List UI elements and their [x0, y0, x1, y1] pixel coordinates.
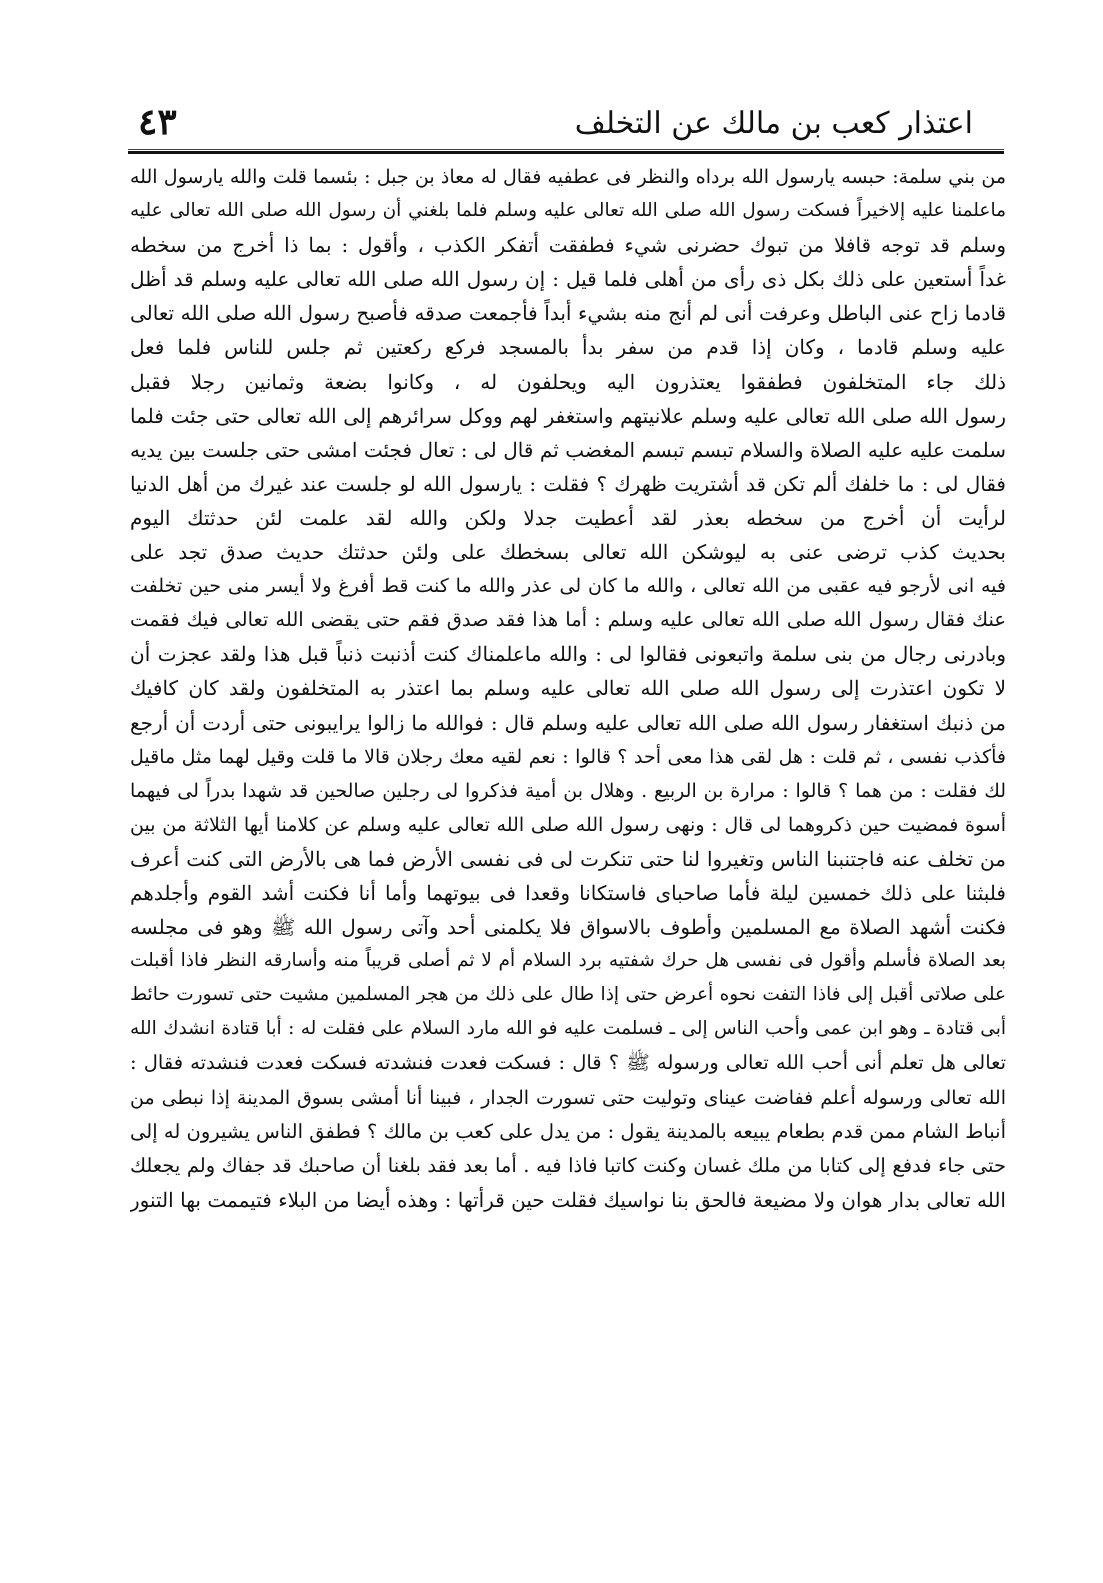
text-line: من بني سلمة: حبسه يارسول الله برداه والنظر فى عطفيه فقال له معاذ بن جبل : بئسما قلت والله يارسول الله: [130, 166, 1006, 188]
text-line: تعالى هل تعلم أنى أحب الله تعالى ورسوله ﷺ ؟ قال : فسكت فعدت فنشدته فسكت فعدت فنشدته فقال :: [130, 1051, 1006, 1075]
text-line: بحديث كذب ترضى عنى به ليوشكن الله تعالى بسخطك على ولئن حدثتك حديث صدق تجد على: [130, 540, 1006, 565]
text-line: أنباط الشام ممن قدم بطعام يبيعه بالمدينة يقول : من يدل على كعب بن مالك ؟ فطفق الناس يشيرون له إلى: [130, 1119, 1006, 1143]
text-line: سلمت عليه عليه الصلاة والسلام تبسم تبسم المغضب ثم قال لى : تعال فجئت امشى حتى جلست بين يديه: [130, 437, 1006, 462]
text-line: أبى قتادة ـ وهو ابن عمى وأحب الناس إلى ـ فسلمت عليه فو الله مارد السلام على فقلت له : أبا قتادة انشدك الله: [130, 1018, 1006, 1040]
body-text: [130, 160, 1006, 1217]
text-line: من ذنبك استغفار رسول الله صلى الله تعالى عليه وسلم قال : فوالله ما زالوا يرايبونى حتى أردت أن أرجع: [130, 710, 1006, 735]
text-line: فلبثنا على ذلك خمسين ليلة فأما صاحباى فاستكانا وقعدا فى بيوتهما وأما أنا فكنت أشد القوم وأجلدهم: [130, 880, 1006, 905]
text-line: عليه وسلم قادما ، وكان إذا قدم من سفر بدأ بالمسجد فركع ركعتين ثم جلس للناس فلما فعل: [130, 335, 1006, 360]
header-rule: [128, 151, 1004, 154]
text-line: عنك فقال رسول الله صلى الله تعالى عليه وسلم : أما هذا فقد صدق فقم حتى يقضى الله تعالى فيك فقمت: [130, 608, 1006, 632]
text-line: فكنت أشهد الصلاة مع المسلمين وأطوف بالاسواق فلا يكلمنى أحد وآتى رسول الله ﷺ وهو فى مجلسه: [130, 915, 1006, 940]
text-line: لرأيت أن أخرج من سخطه بعذر لقد أعطيت جدلا ولكن والله لقد علمت لئن حدثتك اليوم: [130, 505, 1006, 530]
text-line: لا تكون اعتذرت إلى رسول الله صلى الله تعالى عليه وسلم بما اعتذر به المتخلفون ولقد كان كافيك: [130, 676, 1006, 701]
text-line: الله تعالى ورسوله أعلم ففاضت عيناى وتوليت حتى تسورت الجدار ، فبينا أنا أمشى بسوق المدينة إذا نبطى من: [130, 1086, 1006, 1109]
text-line: من تخلف عنه فاجتنبنا الناس وتغيروا لنا حتى تنكرت لى فى نفسى الأرض فما هى بالأرض التى كنت أعرف: [130, 846, 1006, 871]
text-line: أسوة فمضيت حين ذكروهما لى قال : ونهى رسول الله صلى الله تعالى عليه وسلم عن كلامنا أيها الثلاثة من بين: [130, 813, 1006, 836]
text-line: فيه انى لأرجو فيه عقبى من الله تعالى ، والله ما كان لى عذر والله ما كنت قط أفرغ ولا أيسر منى حين تخلفت: [130, 575, 1006, 598]
text-line: غداً أستعين على ذلك بكل ذى رأى من أهلى فلما قيل : إن رسول الله صلى الله تعالى عليه وسلم قد أظل: [130, 267, 1006, 292]
running-title: اعتذار كعب بن مالك عن التخلف: [574, 106, 973, 141]
text-line: على صلاتى أقبل إلى فاذا التفت نحوه أعرض حتى إذا طال على ذلك من هجر المسلمين مشيت حتى تسورت حائط: [130, 984, 1006, 1006]
text-line: بعد الصلاة فأسلم وأقول فى نفسى هل حرك شفتيه برد السلام أم لا ثم أصلى قريباً منه وأسارقه النظر فاذا أقبلت: [130, 950, 1006, 972]
page-header: [130, 98, 973, 148]
text-line: الله تعالى بدار هوان ولا مضيعة فالحق بنا نواسيك فقلت حين قرأتها : وهذه أيضا من البلاء فتيممت بها التنور: [130, 1187, 1006, 1212]
text-line: وبادرنى رجال من بنى سلمة واتبعونى فقالوا لى : والله ماعلمناك كنت أذنبت ذنباً قبل هذا ولقد عجزت أن: [130, 642, 1006, 667]
page-number: ٤٣: [138, 101, 177, 143]
text-line: قادما زاح عنى الباطل وعرفت أنى لم أنج منه بشيء أبداً فأجمعت صدقه فأصبح رسول الله صلى الله تعالى: [130, 301, 1006, 326]
text-line: حتى جاء فدفع إلى كتابا من ملك غسان وكنت كاتبا فاذا فيه . أما بعد فقد بلغنا أن صاحبك قد جفاك ولم يجعلك: [130, 1153, 1006, 1177]
text-line: ذلك جاء المتخلفون فطفقوا يعتذرون اليه ويحلفون له ، وكانوا بضعة وثمانين رجلا فقبل: [130, 369, 1006, 394]
text-line: وسلم قد توجه قافلا من تبوك حضرنى شيء فطفقت أتفكر الكذب ، وأقول : بما ذا أخرج من سخطه: [130, 233, 1006, 258]
text-line: لك فقلت : من هما ؟ قالوا : مرارة بن الربيع . وهلال بن أمية فذكروا لى رجلين صالحين قد شهدا بدراً لى فيهما: [130, 779, 1006, 802]
text-line: ماعلمنا عليه إلاخيراً فسكت رسول الله صلى الله تعالى عليه وسلم فلما بلغني أن رسول الله صلى الله تعالى عليه: [130, 200, 1006, 222]
text-line: فقال لى : ما خلفك ألم تكن قد أشتريت ظهرك ؟ فقلت : يارسول الله لو جلست عند غيرك من أهل الدنيا: [130, 471, 1006, 496]
text-line: رسول الله صلى الله تعالى عليه وسلم علانيتهم واستغفر لهم ووكل سرائرهم إلى الله تعالى حتى جئت فلما: [130, 403, 1006, 428]
text-line: فأكذب نفسى ، ثم قلت : هل لقى هذا معى أحد ؟ قالوا : نعم لقيه معك رجلان قالا ما قلت وقيل لهما مثل ماقيل: [130, 745, 1006, 768]
